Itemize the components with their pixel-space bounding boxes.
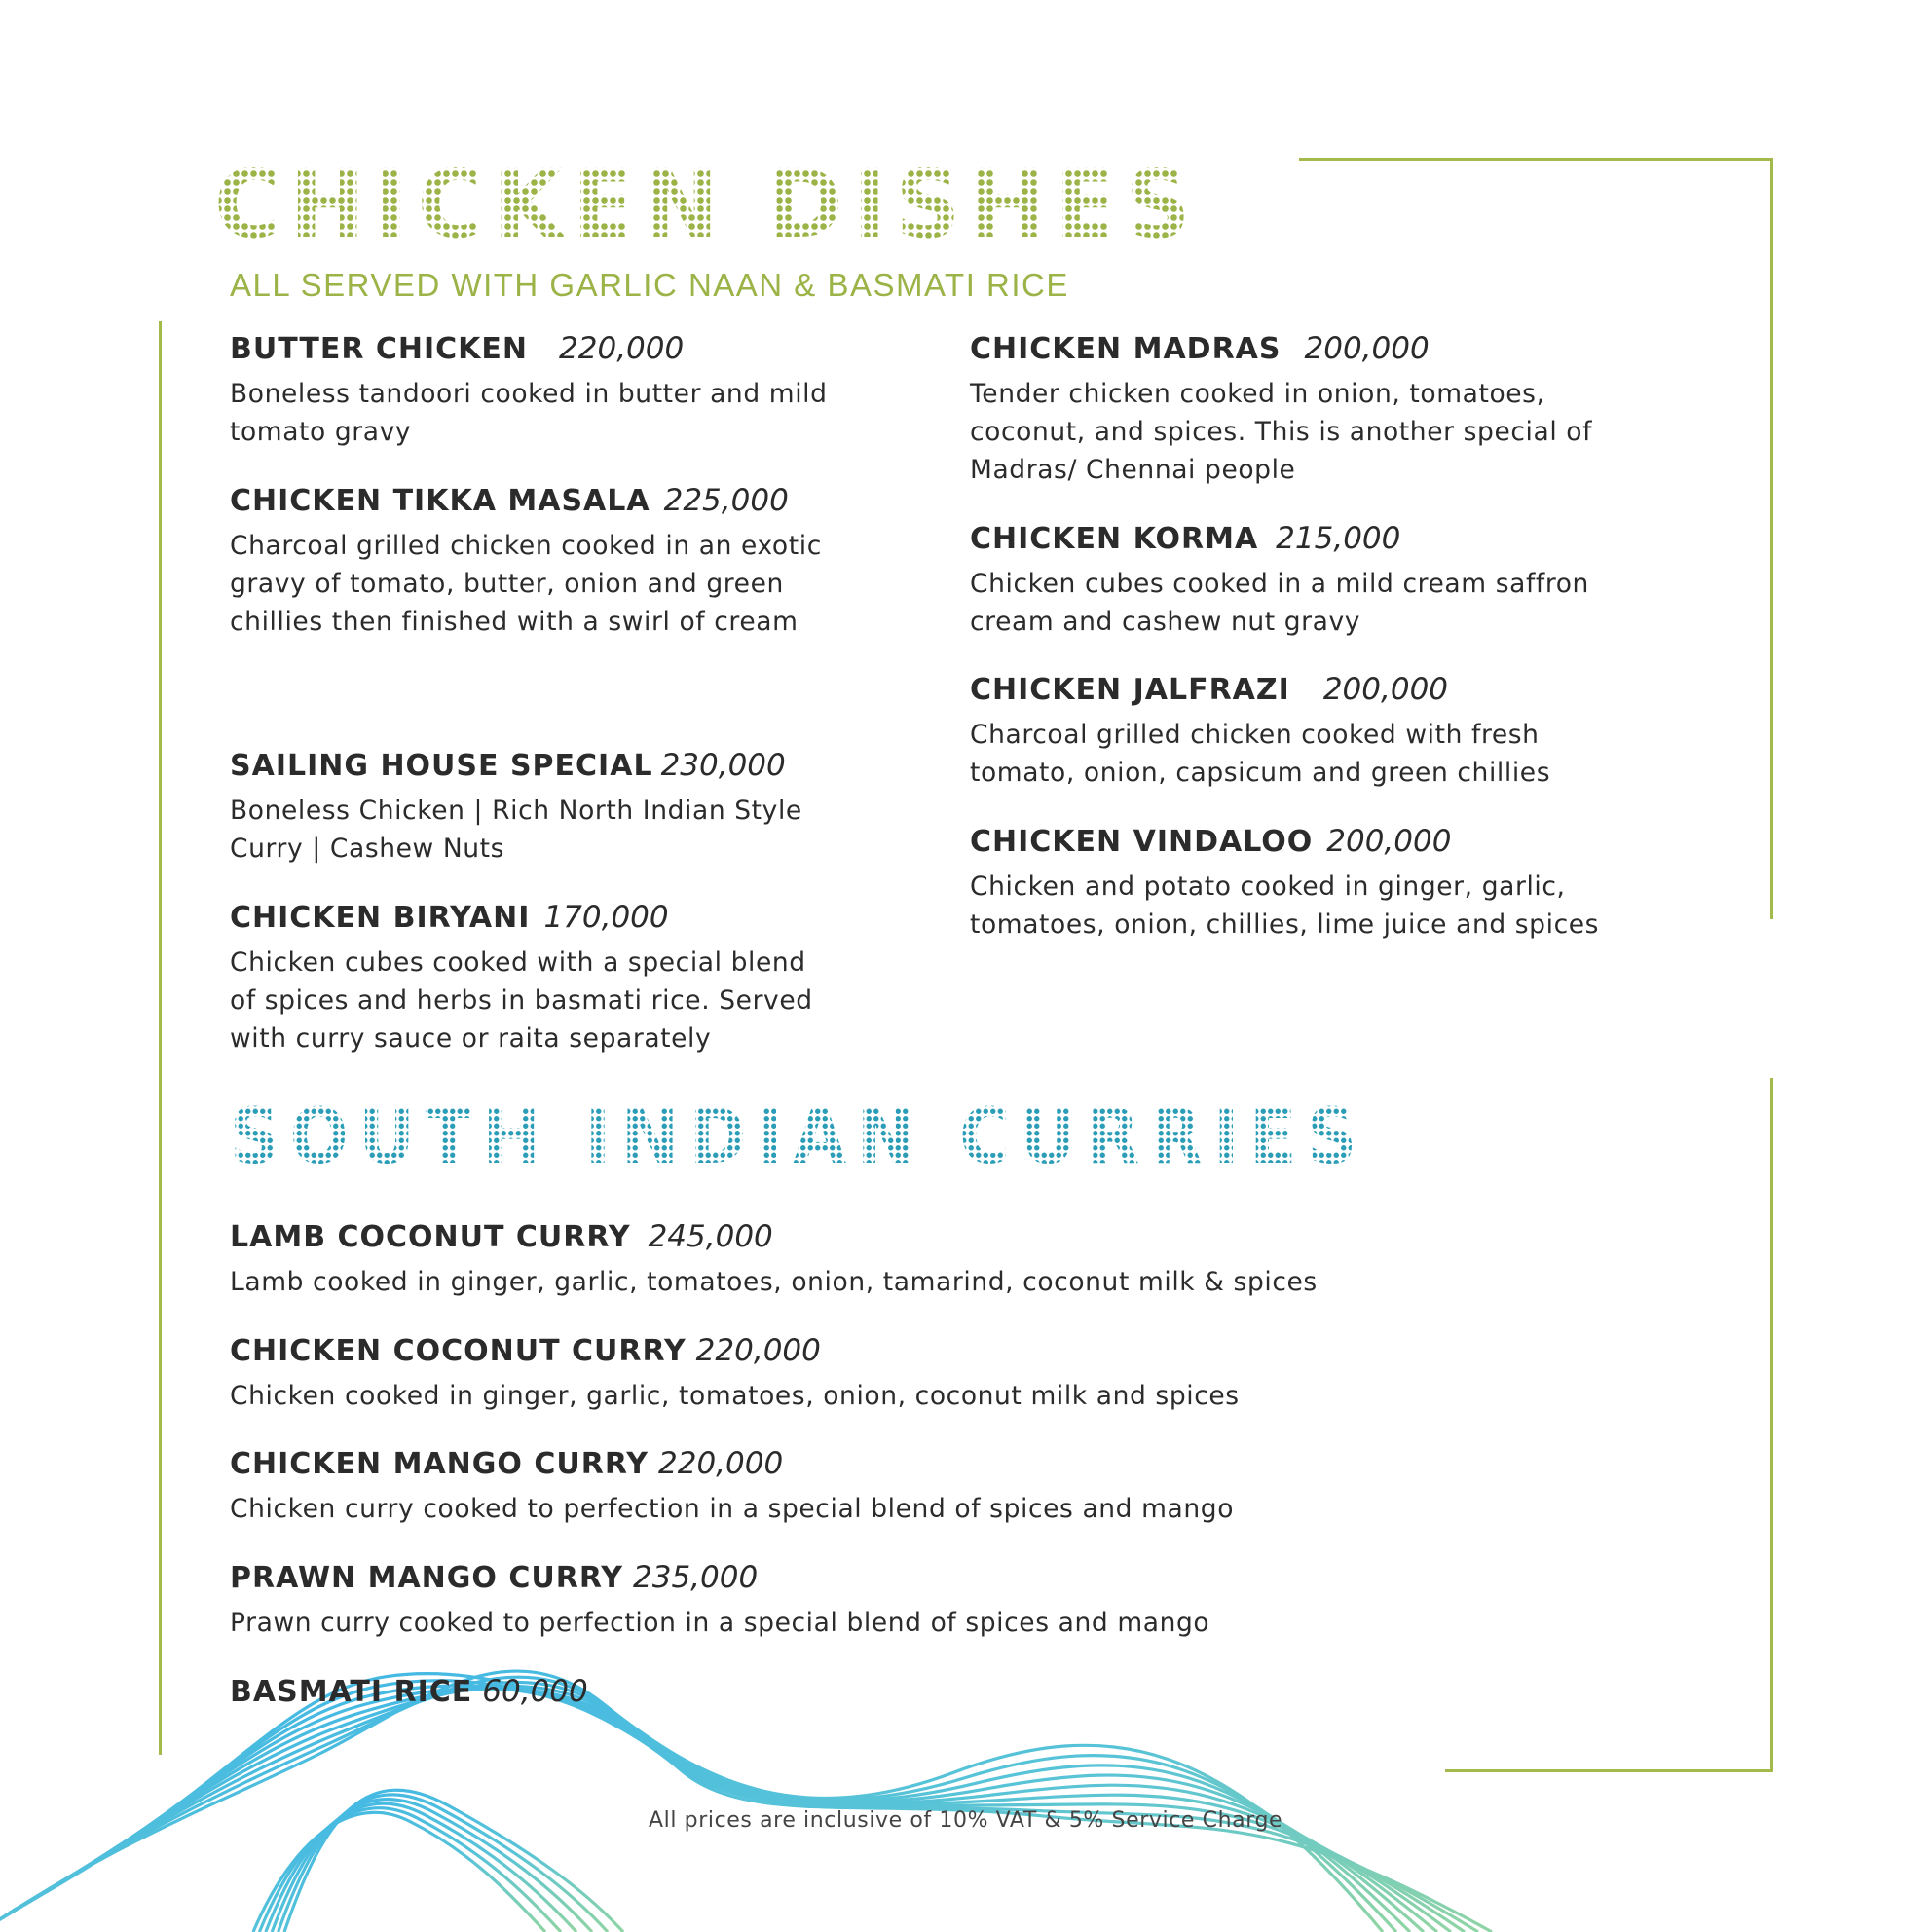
- item-description: Prawn curry cooked to perfection in a special blend of spices and mango: [230, 1608, 1210, 1638]
- menu-item-basmati-rice: [230, 1672, 588, 1716]
- item-price: 170,000: [543, 900, 669, 935]
- item-description: Chicken cooked in ginger, garlic, tomatoes, onion, coconut milk and spices: [230, 1381, 1240, 1411]
- item-description: Chicken cubes cooked with a special blend of spices and herbs in basmati rice. Served with curry sauce or raita separately: [230, 947, 813, 1054]
- item-name: CHICKEN JALFRAZI: [970, 673, 1290, 707]
- item-name: CHICKEN MADRAS: [970, 332, 1282, 366]
- item-price: 200,000: [1326, 824, 1452, 859]
- item-price: 60,000: [482, 1674, 588, 1709]
- item-name: BASMATI RICE: [230, 1675, 473, 1709]
- item-description: Chicken cubes cooked in a mild cream saffron cream and cashew nut gravy: [970, 569, 1589, 637]
- menu-item-chicken-madras: [970, 329, 1613, 489]
- south-section-title: [230, 1094, 1369, 1181]
- item-description: Charcoal grilled chicken cooked in an exotic gravy of tomato, butter, onion and green chillies then finished with a swirl of cream: [230, 531, 822, 637]
- price-disclaimer: All prices are inclusive of 10% VAT & 5% Service Charge: [649, 1808, 1283, 1833]
- menu-item-chicken-vindaloo: [970, 822, 1613, 944]
- item-description: Charcoal grilled chicken cooked with fresh tomato, onion, capsicum and green chillies: [970, 720, 1551, 788]
- item-name: PRAWN MANGO CURRY: [230, 1561, 624, 1595]
- menu-item-chicken-jalfrazi: [970, 670, 1613, 792]
- frame-top-right-horizontal: [1299, 158, 1773, 161]
- item-price: 220,000: [559, 331, 685, 366]
- frame-right-vertical-upper: [1770, 158, 1773, 919]
- item-description: Lamb cooked in ginger, garlic, tomatoes, onion, tamarind, coconut milk & spices: [230, 1267, 1318, 1297]
- item-price: 220,000: [658, 1446, 784, 1481]
- item-price: 200,000: [1304, 331, 1430, 366]
- item-price: 235,000: [633, 1560, 759, 1595]
- chicken-section-title: [214, 150, 1208, 259]
- menu-item-lamb-coconut-curry: [230, 1217, 1496, 1301]
- decorative-wave-lines: [0, 1597, 1932, 1932]
- menu-item-chicken-tikka-masala: [230, 481, 834, 641]
- menu-item-chicken-korma: [970, 519, 1613, 641]
- chicken-section-subtitle: ALL SERVED WITH GARLIC NAAN & BASMATI RICE: [230, 267, 1069, 303]
- item-name: CHICKEN TIKKA MASALA: [230, 484, 650, 518]
- item-price: 245,000: [648, 1219, 773, 1254]
- svg-text:CHICKEN DISHES: CHICKEN DISHES: [214, 150, 1200, 259]
- item-name: CHICKEN COCONUT CURRY: [230, 1334, 687, 1368]
- item-price: 215,000: [1276, 521, 1401, 556]
- wave-line: [266, 1803, 576, 1932]
- menu-item-chicken-mango-curry: [230, 1444, 1496, 1528]
- item-description: Tender chicken cooked in onion, tomatoes, coconut, and spices. This is another special of Madras/ Chennai people: [970, 379, 1593, 485]
- item-name: CHICKEN MANGO CURRY: [230, 1447, 650, 1481]
- item-price: 220,000: [695, 1333, 821, 1368]
- item-description: Chicken and potato cooked in ginger, garlic, tomatoes, onion, chillies, lime juice and spices: [970, 872, 1600, 940]
- frame-left-vertical: [159, 321, 162, 1755]
- item-name: CHICKEN KORMA: [970, 522, 1259, 556]
- item-name: BUTTER CHICKEN: [230, 332, 529, 366]
- menu-item-butter-chicken: [230, 329, 834, 451]
- svg-text:SOUTH INDIAN CURRIES: SOUTH INDIAN CURRIES: [230, 1094, 1367, 1181]
- item-description: Chicken curry cooked to perfection in a special blend of spices and mango: [230, 1494, 1235, 1524]
- menu-item-chicken-coconut-curry: [230, 1331, 1496, 1415]
- item-description: Boneless tandoori cooked in butter and mild tomato gravy: [230, 379, 828, 447]
- item-name: LAMB COCONUT CURRY: [230, 1220, 631, 1254]
- item-name: CHICKEN VINDALOO: [970, 825, 1314, 859]
- item-name: CHICKEN BIRYANI: [230, 901, 531, 935]
- menu-item-chicken-biryani: [230, 898, 834, 1058]
- menu-item-sailing-house-special: [230, 746, 834, 868]
- item-price: 225,000: [663, 483, 789, 518]
- item-price: 230,000: [660, 748, 786, 783]
- item-price: 200,000: [1322, 672, 1449, 707]
- wave-line: [0, 1682, 1410, 1932]
- item-name: SAILING HOUSE SPECIAL: [230, 749, 653, 783]
- item-description: Boneless Chicken | Rich North Indian Style Curry | Cashew Nuts: [230, 796, 802, 864]
